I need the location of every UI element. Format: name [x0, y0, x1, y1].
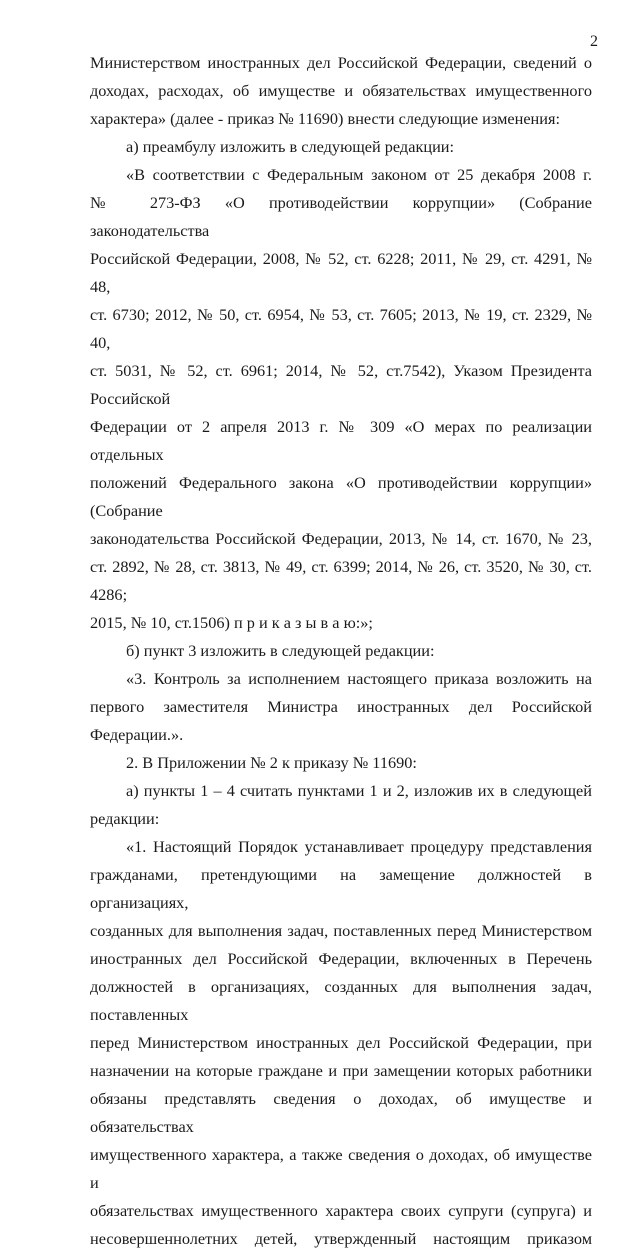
text-line: доходах, расходах, об имуществе и обязательствах имущественного — [90, 81, 592, 100]
text-line: 2015, № 10, ст.1506) п р и к а з ы в а ю:»; — [90, 613, 373, 632]
page-number: 2 — [590, 33, 598, 50]
text-line: ст. 5031, № 52, ст. 6961; 2014, № 52, ст.7542), Указом Президента Российской — [90, 361, 592, 408]
document-body — [90, 49, 592, 1253]
text-line: законодательства Российской Федерации, 2013, № 14, ст. 1670, № 23, — [90, 529, 592, 548]
text-line: должностей в организациях, созданных для выполнения задач, поставленных — [90, 977, 592, 1024]
text-line: «1. Настоящий Порядок устанавливает процедуру представления — [126, 837, 592, 856]
text-line: ст. 6730; 2012, № 50, ст. 6954, № 53, ст. 7605; 2013, № 19, ст. 2329, № 40, — [90, 305, 592, 352]
text-line: ст. 2892, № 28, ст. 3813, № 49, ст. 6399; 2014, № 26, ст. 3520, № 30, ст. 4286; — [90, 557, 592, 604]
text-line: созданных для выполнения задач, поставленных перед Министерством — [90, 921, 592, 940]
text-line: б) пункт 3 изложить в следующей редакции: — [126, 641, 435, 660]
text-line: а) преамбулу изложить в следующей редакции: — [126, 137, 455, 156]
text-line: обязаны представлять сведения о доходах, об имуществе и обязательствах — [90, 1089, 592, 1136]
text-line: Федерации от 2 апреля 2013 г. № 309 «О мерах по реализации отдельных — [90, 417, 592, 464]
text-line: перед Министерством иностранных дел Российской Федерации, при — [90, 1033, 592, 1052]
text-line: несовершеннолетних детей, утвержденный настоящим приказом — [90, 1229, 592, 1248]
text-line: характера» (далее - приказ № 11690) внести следующие изменения: — [90, 109, 560, 128]
text-line: гражданами, претендующими на замещение должностей в организациях, — [90, 865, 592, 912]
text-line: «3. Контроль за исполнением настоящего приказа возложить на — [126, 669, 592, 688]
text-line: редакции: — [90, 809, 160, 828]
text-line: Министерством иностранных дел Российской Федерации, сведений о — [90, 53, 592, 72]
text-line: обязательствах имущественного характера своих супруги (супруга) и — [90, 1201, 592, 1220]
text-line: Российской Федерации, 2008, № 52, ст. 6228; 2011, № 29, ст. 4291, № 48, — [90, 249, 592, 296]
text-line: иностранных дел Российской Федерации, включенных в Перечень — [90, 949, 592, 968]
text-line: а) пункты 1 – 4 считать пунктами 1 и 2, изложив их в следующей — [126, 781, 592, 800]
text-line: 2. В Приложении № 2 к приказу № 11690: — [126, 753, 417, 772]
text-line: первого заместителя Министра иностранных дел Российской Федерации.». — [90, 697, 592, 744]
text-line: имущественного характера, а также сведения о доходах, об имуществе и — [90, 1145, 592, 1192]
text-line: положений Федерального закона «О противодействии коррупции» (Собрание — [90, 473, 592, 520]
text-line: назначении на которые граждане и при замещении которых работники — [90, 1061, 592, 1080]
text-line: «В соответствии с Федеральным законом от 25 декабря 2008 г. — [126, 165, 592, 184]
text-line: № 273-ФЗ «О противодействии коррупции» (Собрание законодательства — [90, 193, 592, 240]
